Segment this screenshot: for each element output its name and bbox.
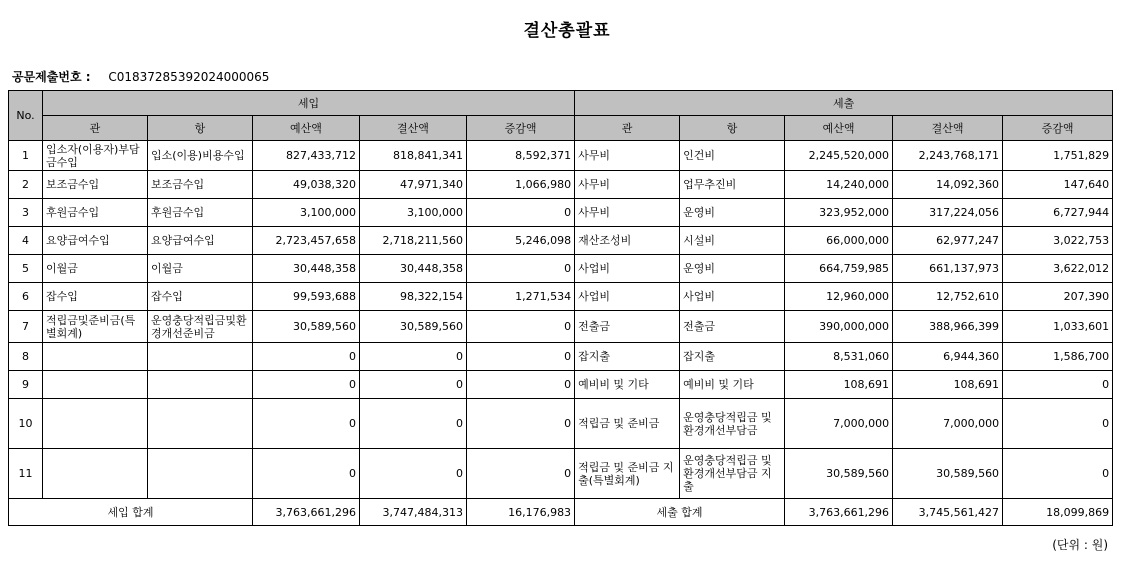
revenue-gwan-cell: 잡수입 — [43, 283, 148, 311]
row-number: 1 — [9, 141, 43, 171]
revenue-diff-cell: 0 — [467, 399, 575, 449]
revenue-settled-cell: 0 — [360, 399, 467, 449]
expense-diff-cell: 0 — [1003, 399, 1113, 449]
expense-hang-cell: 운영비 — [680, 255, 785, 283]
header-exp-gwan: 관 — [575, 116, 680, 141]
revenue-budget-cell: 99,593,688 — [253, 283, 360, 311]
row-number: 4 — [9, 227, 43, 255]
revenue-diff-cell: 0 — [467, 311, 575, 343]
revenue-hang-cell — [148, 399, 253, 449]
table-row — [9, 199, 1113, 227]
row-number: 9 — [9, 371, 43, 399]
revenue-budget-cell: 2,723,457,658 — [253, 227, 360, 255]
header-rev-gwan: 관 — [43, 116, 148, 141]
revenue-settled-cell: 2,718,211,560 — [360, 227, 467, 255]
revenue-diff-cell: 0 — [467, 371, 575, 399]
expense-budget-cell: 2,245,520,000 — [785, 141, 893, 171]
expense-diff-cell: 1,033,601 — [1003, 311, 1113, 343]
expense-gwan-cell: 적립금 및 준비금 지출(특별회계) — [575, 449, 680, 499]
revenue-settled-cell: 30,448,358 — [360, 255, 467, 283]
row-number: 3 — [9, 199, 43, 227]
expense-hang-cell: 운영비 — [680, 199, 785, 227]
document-number-value: C01837285392024000065 — [108, 70, 270, 84]
header-exp-budget: 예산액 — [785, 116, 893, 141]
revenue-hang-cell — [148, 343, 253, 371]
header-revenue: 세입 — [43, 91, 575, 116]
expense-total-budget: 3,763,661,296 — [785, 499, 893, 526]
table-row — [9, 283, 1113, 311]
expense-hang-cell: 전출금 — [680, 311, 785, 343]
expense-hang-cell: 사업비 — [680, 283, 785, 311]
header-rev-budget: 예산액 — [253, 116, 360, 141]
expense-diff-cell: 3,022,753 — [1003, 227, 1113, 255]
expense-budget-cell: 30,589,560 — [785, 449, 893, 499]
revenue-hang-cell — [148, 371, 253, 399]
revenue-diff-cell: 1,066,980 — [467, 171, 575, 199]
revenue-total-diff: 16,176,983 — [467, 499, 575, 526]
revenue-settled-cell: 30,589,560 — [360, 311, 467, 343]
totals-row — [9, 499, 1113, 526]
expense-settled-cell: 30,589,560 — [893, 449, 1003, 499]
revenue-diff-cell: 5,246,098 — [467, 227, 575, 255]
settlement-summary-table — [8, 90, 1113, 526]
revenue-gwan-cell — [43, 371, 148, 399]
expense-hang-cell: 운영충당적립금 및 환경개선부담금 — [680, 399, 785, 449]
revenue-gwan-cell — [43, 399, 148, 449]
revenue-hang-cell — [148, 449, 253, 499]
revenue-diff-cell: 0 — [467, 343, 575, 371]
row-number: 6 — [9, 283, 43, 311]
expense-gwan-cell: 사무비 — [575, 141, 680, 171]
expense-total-diff: 18,099,869 — [1003, 499, 1113, 526]
report-title: 결산총괄표 — [523, 21, 611, 41]
revenue-budget-cell: 49,038,320 — [253, 171, 360, 199]
expense-settled-cell: 2,243,768,171 — [893, 141, 1003, 171]
row-number: 8 — [9, 343, 43, 371]
header-expense: 세출 — [575, 91, 1113, 116]
revenue-settled-cell: 0 — [360, 371, 467, 399]
expense-diff-cell: 3,622,012 — [1003, 255, 1113, 283]
revenue-settled-cell: 3,100,000 — [360, 199, 467, 227]
table-row — [9, 343, 1113, 371]
expense-gwan-cell: 사무비 — [575, 171, 680, 199]
revenue-budget-cell: 0 — [253, 343, 360, 371]
table-row — [9, 399, 1113, 449]
revenue-total-label: 세입 합계 — [9, 499, 253, 526]
revenue-settled-cell: 0 — [360, 343, 467, 371]
header-exp-diff: 증감액 — [1003, 116, 1113, 141]
document-number-label: 공문제출번호 : — [12, 70, 91, 84]
revenue-diff-cell: 8,592,371 — [467, 141, 575, 171]
header-exp-settled: 결산액 — [893, 116, 1003, 141]
revenue-hang-cell: 잡수입 — [148, 283, 253, 311]
table-row — [9, 371, 1113, 399]
expense-budget-cell: 66,000,000 — [785, 227, 893, 255]
expense-gwan-cell: 잡지출 — [575, 343, 680, 371]
table-row — [9, 227, 1113, 255]
revenue-gwan-cell: 이월금 — [43, 255, 148, 283]
expense-hang-cell: 업무추진비 — [680, 171, 785, 199]
expense-diff-cell: 147,640 — [1003, 171, 1113, 199]
revenue-budget-cell: 30,589,560 — [253, 311, 360, 343]
revenue-hang-cell: 운영충당적립금및환경개선준비금 — [148, 311, 253, 343]
expense-budget-cell: 12,960,000 — [785, 283, 893, 311]
revenue-gwan-cell: 보조금수입 — [43, 171, 148, 199]
revenue-gwan-cell: 요양급여수입 — [43, 227, 148, 255]
expense-diff-cell: 0 — [1003, 371, 1113, 399]
expense-settled-cell: 62,977,247 — [893, 227, 1003, 255]
row-number: 2 — [9, 171, 43, 199]
row-number: 5 — [9, 255, 43, 283]
header-rev-settled: 결산액 — [360, 116, 467, 141]
expense-gwan-cell: 전출금 — [575, 311, 680, 343]
revenue-hang-cell: 이월금 — [148, 255, 253, 283]
expense-settled-cell: 6,944,360 — [893, 343, 1003, 371]
revenue-gwan-cell: 적립금및준비금(특별회계) — [43, 311, 148, 343]
revenue-hang-cell: 요양급여수입 — [148, 227, 253, 255]
expense-hang-cell: 예비비 및 기타 — [680, 371, 785, 399]
expense-budget-cell: 108,691 — [785, 371, 893, 399]
expense-gwan-cell: 적립금 및 준비금 — [575, 399, 680, 449]
expense-settled-cell: 12,752,610 — [893, 283, 1003, 311]
header-rev-diff: 증감액 — [467, 116, 575, 141]
table-body — [9, 141, 1113, 499]
revenue-hang-cell: 후원금수입 — [148, 199, 253, 227]
expense-gwan-cell: 사업비 — [575, 283, 680, 311]
revenue-hang-cell: 보조금수입 — [148, 171, 253, 199]
expense-settled-cell: 14,092,360 — [893, 171, 1003, 199]
expense-diff-cell: 1,586,700 — [1003, 343, 1113, 371]
expense-budget-cell: 664,759,985 — [785, 255, 893, 283]
table-row — [9, 141, 1113, 171]
revenue-budget-cell: 3,100,000 — [253, 199, 360, 227]
document-number — [12, 68, 269, 85]
revenue-total-budget: 3,763,661,296 — [253, 499, 360, 526]
revenue-gwan-cell — [43, 449, 148, 499]
expense-settled-cell: 317,224,056 — [893, 199, 1003, 227]
revenue-diff-cell: 0 — [467, 449, 575, 499]
expense-gwan-cell: 재산조성비 — [575, 227, 680, 255]
table-row — [9, 171, 1113, 199]
revenue-budget-cell: 827,433,712 — [253, 141, 360, 171]
expense-settled-cell: 388,966,399 — [893, 311, 1003, 343]
table-row — [9, 255, 1113, 283]
expense-diff-cell: 6,727,944 — [1003, 199, 1113, 227]
table-row — [9, 311, 1113, 343]
revenue-budget-cell: 30,448,358 — [253, 255, 360, 283]
table-row — [9, 449, 1113, 499]
expense-hang-cell: 시설비 — [680, 227, 785, 255]
expense-total-settled: 3,745,561,427 — [893, 499, 1003, 526]
revenue-gwan-cell — [43, 343, 148, 371]
revenue-budget-cell: 0 — [253, 371, 360, 399]
revenue-settled-cell: 818,841,341 — [360, 141, 467, 171]
expense-gwan-cell: 예비비 및 기타 — [575, 371, 680, 399]
expense-hang-cell: 인건비 — [680, 141, 785, 171]
revenue-total-settled: 3,747,484,313 — [360, 499, 467, 526]
expense-gwan-cell: 사무비 — [575, 199, 680, 227]
revenue-gwan-cell: 입소자(이용자)부담금수입 — [43, 141, 148, 171]
row-number: 7 — [9, 311, 43, 343]
unit-note: (단위 : 원) — [1052, 538, 1108, 552]
revenue-settled-cell: 0 — [360, 449, 467, 499]
expense-budget-cell: 8,531,060 — [785, 343, 893, 371]
expense-settled-cell: 661,137,973 — [893, 255, 1003, 283]
expense-hang-cell: 잡지출 — [680, 343, 785, 371]
header-rev-hang: 항 — [148, 116, 253, 141]
revenue-settled-cell: 47,971,340 — [360, 171, 467, 199]
expense-settled-cell: 108,691 — [893, 371, 1003, 399]
revenue-diff-cell: 0 — [467, 255, 575, 283]
expense-budget-cell: 7,000,000 — [785, 399, 893, 449]
header-exp-hang: 항 — [680, 116, 785, 141]
revenue-settled-cell: 98,322,154 — [360, 283, 467, 311]
row-number: 11 — [9, 449, 43, 499]
header-row-groups — [9, 91, 1113, 116]
expense-diff-cell: 207,390 — [1003, 283, 1113, 311]
revenue-hang-cell: 입소(이용)비용수입 — [148, 141, 253, 171]
expense-total-label: 세출 합계 — [575, 499, 785, 526]
expense-gwan-cell: 사업비 — [575, 255, 680, 283]
revenue-diff-cell: 1,271,534 — [467, 283, 575, 311]
revenue-budget-cell: 0 — [253, 449, 360, 499]
expense-settled-cell: 7,000,000 — [893, 399, 1003, 449]
expense-budget-cell: 14,240,000 — [785, 171, 893, 199]
revenue-budget-cell: 0 — [253, 399, 360, 449]
header-row-columns — [9, 116, 1113, 141]
expense-diff-cell: 1,751,829 — [1003, 141, 1113, 171]
expense-diff-cell: 0 — [1003, 449, 1113, 499]
header-no: No. — [9, 91, 43, 141]
expense-hang-cell: 운영충당적립금 및 환경개선부담금 지출 — [680, 449, 785, 499]
expense-budget-cell: 390,000,000 — [785, 311, 893, 343]
expense-budget-cell: 323,952,000 — [785, 199, 893, 227]
revenue-diff-cell: 0 — [467, 199, 575, 227]
revenue-gwan-cell: 후원금수입 — [43, 199, 148, 227]
row-number: 10 — [9, 399, 43, 449]
